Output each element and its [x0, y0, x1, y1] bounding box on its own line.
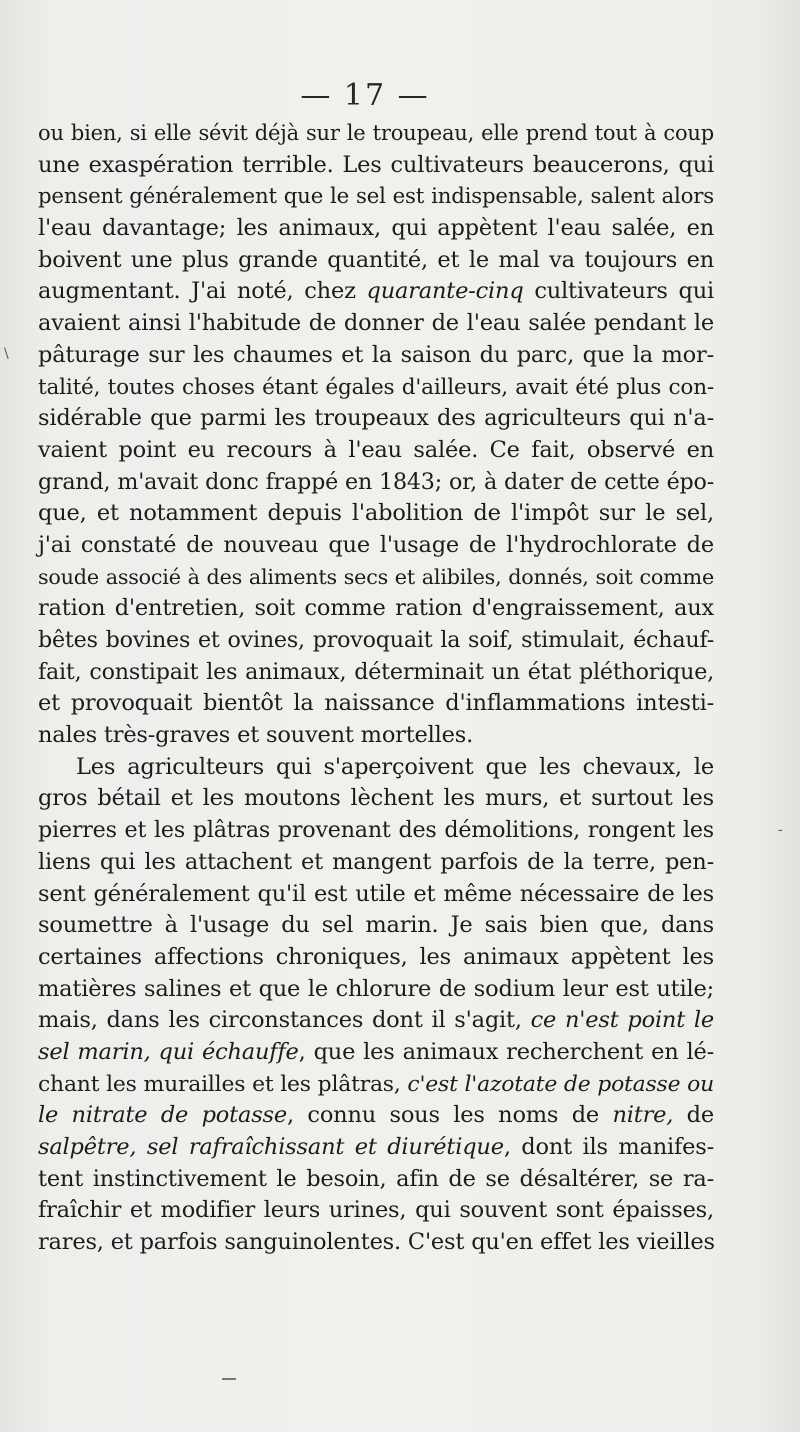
- text-segment: rares, et parfois sanguinolentes. C'est qu'en effet les vieilles: [38, 1229, 715, 1256]
- italic-text: quarante-cinq: [366, 278, 524, 305]
- text-segment: nales très-graves et souvent mortelles.: [38, 722, 474, 749]
- text-segment: sidérable que parmi les troupeaux des agriculteurs qui n'a-: [38, 405, 714, 432]
- text-segment: vaient point eu recours à l'eau salée. Ce fait, observé en: [38, 436, 714, 463]
- text-line: [38, 783, 714, 815]
- text-line: [38, 1164, 714, 1196]
- text-segment: fraîchir et modifier leurs urines, qui souvent sont épaisses,: [38, 1197, 714, 1224]
- text-segment: , connu sous les noms de: [287, 1102, 613, 1129]
- text-line: [38, 1037, 714, 1069]
- text-line: [38, 847, 714, 879]
- text-line: [38, 181, 714, 213]
- text-segment: gros bétail et les moutons lèchent les murs, et surtout les: [38, 785, 714, 812]
- margin-mark: \: [4, 346, 9, 362]
- text-segment: cultivateurs qui: [523, 278, 714, 305]
- text-segment: grand, m'avait donc frappé en 1843; or, à dater de cette épo-: [38, 468, 714, 495]
- text-segment: boivent une plus grande quantité, et le mal va toujours en: [38, 246, 714, 273]
- text-line: [38, 467, 714, 499]
- text-line: [38, 245, 714, 277]
- text-segment: l'eau davantage; les animaux, qui appètent l'eau salée, en: [38, 215, 714, 242]
- text-segment: , dont ils manifes-: [503, 1134, 714, 1160]
- text-line: [38, 1005, 714, 1037]
- text-line: [38, 276, 714, 308]
- text-segment: augmentant. J'ai noté, chez: [38, 278, 367, 305]
- text-line: [38, 372, 714, 404]
- italic-text: ce n'est point le: [530, 1007, 714, 1034]
- text-segment: ou bien, si elle sévit déjà sur le troupeau, elle prend tout à coup: [38, 121, 714, 145]
- margin-mark: -: [778, 822, 783, 838]
- text-segment: matières salines et que le chlorure de sodium leur est utile;: [38, 975, 714, 1002]
- text-line: [38, 308, 714, 340]
- italic-text: nitre,: [612, 1102, 674, 1129]
- text-line: [38, 720, 714, 752]
- text-segment: j'ai constaté de nouveau que l'usage de l'hydrochlorate de: [38, 531, 714, 558]
- italic-text: c'est l'azotate de potasse ou: [407, 1071, 715, 1097]
- text-segment: Les agriculteurs qui s'aperçoivent que les chevaux, le: [76, 753, 714, 780]
- italic-text: salpêtre, sel rafraîchissant et diurétique: [38, 1134, 504, 1160]
- text-segment: pierres et les plâtras provenant des démolitions, rongent les: [38, 817, 714, 844]
- text-segment: talité, toutes choses étant égales d'ailleurs, avait été plus con-: [38, 374, 714, 400]
- text-line: [38, 657, 714, 689]
- text-line: [38, 1069, 714, 1101]
- text-segment: mais, dans les circonstances dont il s'agit,: [38, 1007, 531, 1034]
- text-line: [38, 562, 714, 594]
- text-segment: , que les animaux recherchent en lé-: [298, 1038, 714, 1065]
- text-segment: une exaspération terrible. Les cultivateurs beaucerons, qui: [38, 151, 714, 178]
- text-line: [38, 942, 714, 974]
- italic-text: sel marin, qui échauffe: [38, 1038, 299, 1065]
- text-segment: tent instinctivement le besoin, afin de se désaltérer, se ra-: [38, 1165, 714, 1192]
- text-line: [38, 879, 714, 911]
- text-line: [38, 118, 714, 150]
- text-segment: fait, constipait les animaux, déterminait un état pléthorique,: [38, 658, 714, 685]
- text-line: [38, 1100, 714, 1132]
- text-line: [38, 435, 714, 467]
- text-line: [38, 498, 714, 530]
- text-line: [38, 403, 714, 435]
- text-segment: que, et notamment depuis l'abolition de l'impôt sur le sel,: [38, 500, 714, 527]
- text-line: [38, 150, 714, 182]
- text-segment: pâturage sur les chaumes et la saison du parc, que la mor-: [38, 341, 714, 368]
- text-line: [38, 1195, 714, 1227]
- text-segment: liens qui les attachent et mangent parfois de la terre, pen-: [38, 848, 714, 875]
- text-line: [38, 625, 714, 657]
- text-line: [38, 530, 714, 562]
- text-segment: de: [673, 1102, 714, 1129]
- text-line: [38, 974, 714, 1006]
- text-line: [38, 815, 714, 847]
- italic-text: le nitrate de potasse: [38, 1102, 288, 1129]
- text-segment: bêtes bovines et ovines, provoquait la soif, stimulait, échauf-: [38, 627, 714, 653]
- text-segment: soude associé à des aliments secs et alibiles, donnés, soit comme: [38, 564, 714, 589]
- text-segment: avaient ainsi l'habitude de donner de l'eau salée pendant le: [38, 310, 714, 337]
- body-text: [38, 118, 714, 1259]
- text-segment: chant les murailles et les plâtras,: [38, 1071, 408, 1097]
- text-line: [38, 340, 714, 372]
- text-line: [38, 688, 714, 720]
- text-segment: certaines affections chroniques, les animaux appètent les: [38, 943, 714, 970]
- text-segment: et provoquait bientôt la naissance d'inflammations intesti-: [38, 690, 714, 717]
- page-number: — 17 —: [300, 78, 430, 113]
- text-segment: sent généralement qu'il est utile et même nécessaire de les: [38, 880, 714, 907]
- text-line: [38, 213, 714, 245]
- text-line: [38, 593, 714, 625]
- text-line: [38, 1132, 714, 1164]
- text-line: [38, 752, 714, 784]
- text-segment: soumettre à l'usage du sel marin. Je sais bien que, dans: [38, 912, 714, 939]
- text-segment: pensent généralement que le sel est indispensable, salent alors: [38, 184, 714, 210]
- text-line: [38, 910, 714, 942]
- bottom-mark: [222, 1378, 236, 1380]
- text-segment: ration d'entretien, soit comme ration d'engraissement, aux: [38, 595, 714, 622]
- text-line: [38, 1227, 714, 1259]
